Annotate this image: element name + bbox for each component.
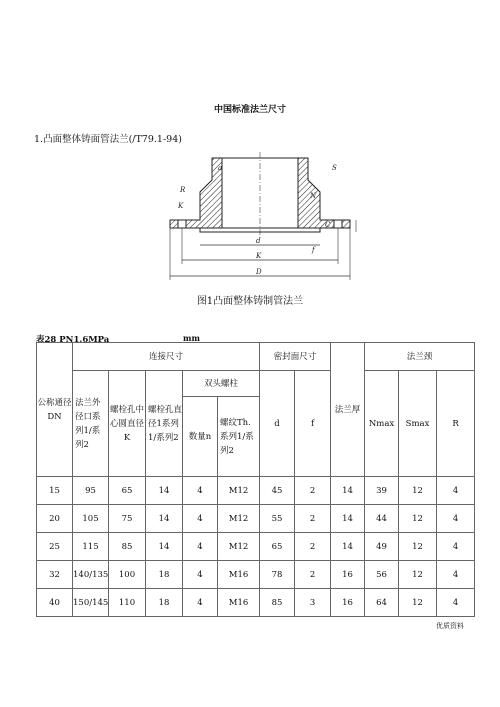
table-cell: 85 (109, 533, 146, 561)
table-cell: 64 (365, 589, 399, 617)
table-cell: 4 (437, 589, 475, 617)
table-row (37, 589, 475, 617)
header-f: f (295, 371, 331, 477)
table-cell: 18 (146, 561, 183, 589)
header-bolt-circle: 螺栓孔中心圆直径K (109, 371, 146, 477)
table-cell: 4 (437, 533, 475, 561)
label-s: S (332, 164, 337, 172)
header-r: R (437, 371, 475, 477)
table-cell: 78 (260, 561, 295, 589)
table-cell: 4 (183, 477, 218, 505)
label-f: f (312, 246, 315, 254)
table-cell: 40 (37, 589, 73, 617)
label-d: d (256, 237, 261, 245)
table-row (37, 505, 475, 533)
header-thickness: 法兰厚 (331, 343, 365, 477)
footer-note: 优质资料 (436, 622, 464, 630)
table-cell: 25 (37, 533, 73, 561)
table-cell: 12 (399, 505, 437, 533)
header-nmax: Nmax (365, 371, 399, 477)
table-cell: M16 (218, 589, 260, 617)
header-sealing: 密封面尺寸 (260, 343, 331, 371)
table-row (37, 561, 475, 589)
table-cell: 4 (437, 477, 475, 505)
table-cell: 14 (146, 533, 183, 561)
table-cell: 32 (37, 561, 73, 589)
table-row (37, 533, 475, 561)
table-cell: 140/135 (73, 561, 109, 589)
table-cell: 95 (73, 477, 109, 505)
table-cell: 2 (295, 477, 331, 505)
header-bolt-hole: 螺栓孔直径1系列1/系列2 (146, 371, 183, 477)
table-cell: 4 (183, 533, 218, 561)
flange-drawing (160, 150, 360, 300)
table-cell: 150/145 (73, 589, 109, 617)
table-cell: 2 (295, 561, 331, 589)
table-cell: 20 (37, 505, 73, 533)
label-k: K (256, 252, 262, 260)
table-cell: 55 (260, 505, 295, 533)
table-unit: mm (183, 333, 200, 343)
table-cell: M12 (218, 505, 260, 533)
table-cell: 14 (331, 533, 365, 561)
table-row (37, 477, 475, 505)
header-d: d (260, 371, 295, 477)
header-outer-dia: 法兰外径口系列1/系列2 (73, 371, 109, 477)
table-cell: 12 (399, 589, 437, 617)
header-count: 数量n (183, 397, 218, 477)
table-cell: 12 (399, 533, 437, 561)
table-cell: 15 (37, 477, 73, 505)
label-k-left: K (178, 202, 184, 210)
table-cell: 2 (295, 505, 331, 533)
table-cell: 3 (295, 589, 331, 617)
section-heading: 1.凸面整体铸面管法兰(/T79.1-94) (34, 134, 182, 145)
table-cell: M16 (218, 561, 260, 589)
header-smax: Smax (399, 371, 437, 477)
table-cell: 12 (399, 477, 437, 505)
label-r: R (180, 186, 186, 194)
table-cell: 14 (331, 505, 365, 533)
header-thread: 螺纹Th.系列1/系列2 (218, 397, 260, 477)
table-cell: 100 (109, 561, 146, 589)
label-a: a (218, 164, 223, 172)
table-cell: 12 (399, 561, 437, 589)
table-cell: 75 (109, 505, 146, 533)
table-cell: M12 (218, 533, 260, 561)
label-n: N (310, 192, 317, 200)
table-cell: 39 (365, 477, 399, 505)
table-cell: 85 (260, 589, 295, 617)
table-cell: 65 (260, 533, 295, 561)
figure-caption: 图1凸面整体铸制管法兰 (196, 296, 304, 307)
table-cell: 4 (183, 589, 218, 617)
table-cell: 45 (260, 477, 295, 505)
table-cell: 16 (331, 589, 365, 617)
header-studs: 双头螺柱 (183, 371, 260, 397)
table-cell: 14 (146, 477, 183, 505)
table-cell: 4 (183, 505, 218, 533)
header-dn: 公称通径DN (37, 343, 73, 477)
table-cell: 56 (365, 561, 399, 589)
table-cell: 18 (146, 589, 183, 617)
table-cell: 14 (146, 505, 183, 533)
table-cell: 2 (295, 533, 331, 561)
table-cell: 49 (365, 533, 399, 561)
document-title: 中国标准法兰尺寸 (213, 105, 286, 115)
label-D: D (256, 268, 262, 276)
table-cell: 44 (365, 505, 399, 533)
table-label: 表28 PN1.6MPa (36, 335, 110, 345)
table-cell: 4 (183, 561, 218, 589)
label-c: C (325, 221, 331, 229)
table-cell: 4 (437, 505, 475, 533)
table-cell: M12 (218, 477, 260, 505)
flange-dimension-table (36, 342, 475, 617)
header-neck: 法兰颈 (365, 343, 475, 371)
table-cell: 4 (437, 561, 475, 589)
header-connection: 连接尺寸 (73, 343, 260, 371)
table-cell: 14 (331, 477, 365, 505)
table-cell: 110 (109, 589, 146, 617)
table-cell: 105 (73, 505, 109, 533)
table-cell: 16 (331, 561, 365, 589)
table-cell: 65 (109, 477, 146, 505)
table-cell: 115 (73, 533, 109, 561)
